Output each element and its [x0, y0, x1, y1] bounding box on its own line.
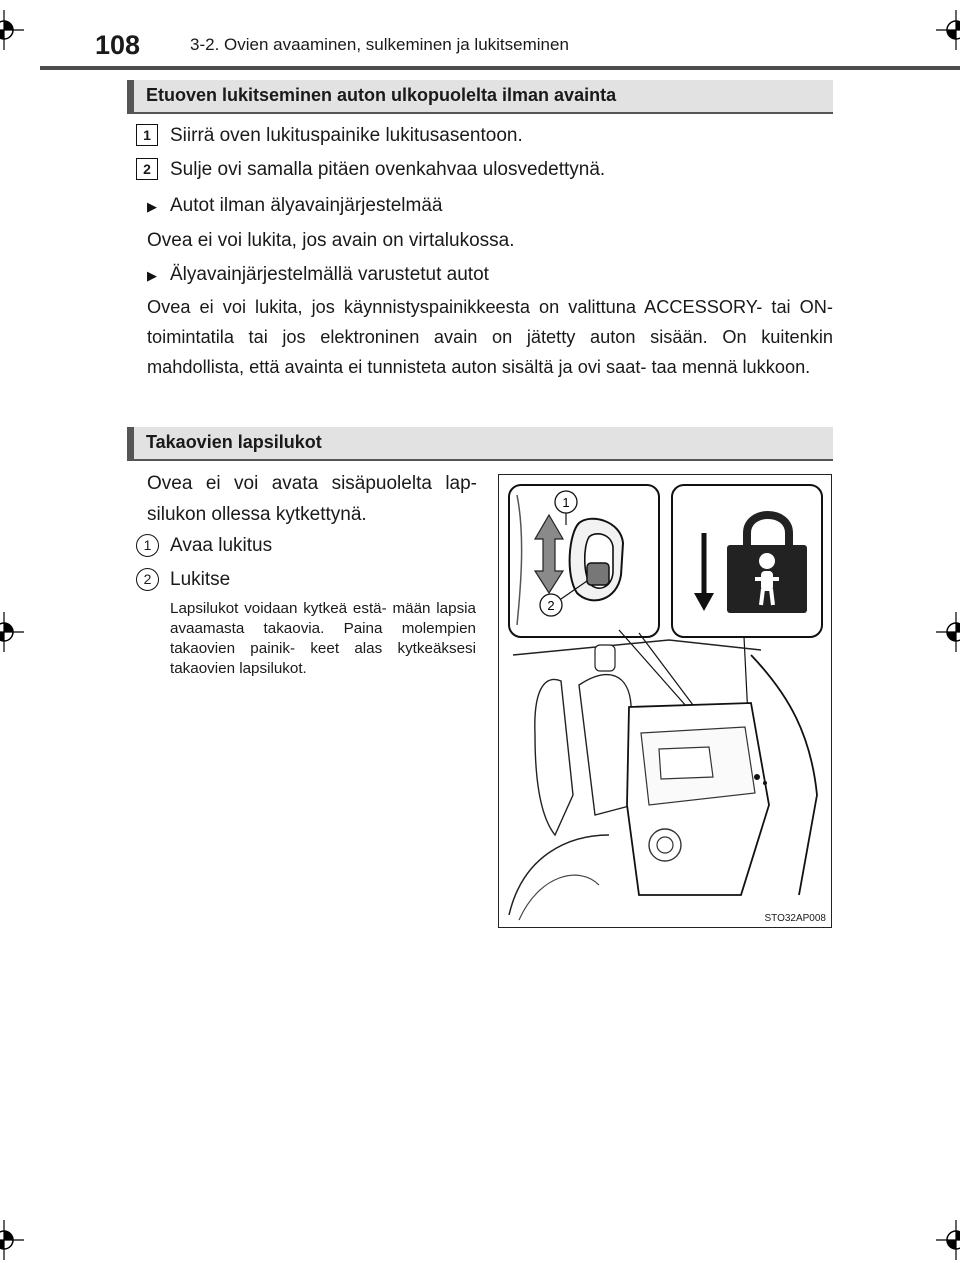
subheading: Älyavainjärjestelmällä varustetut autot [170, 264, 489, 285]
registration-mark-icon [0, 1220, 24, 1260]
item-number-circle: 2 [136, 568, 159, 591]
door-illustration [499, 475, 831, 927]
item-text: Lukitse [170, 569, 231, 590]
triangle-bullet-icon: ▶ [147, 199, 157, 214]
body-paragraph: Ovea ei voi lukita, jos käynnistyspainikkeesta on valittuna ACCESSORY- tai ON-toimintatila tai jos elektroninen avain on jätetty auton sisään. On kuitenkin mahdollista, että avainta ei tunnisteta auton sisältä ja ovi saat- taa mennä lukkoon. [147, 297, 833, 377]
triangle-bullet-icon: ▶ [147, 268, 157, 283]
child-lock-illustration [498, 474, 832, 928]
body-text: Ovea ei voi lukita, jos avain on virtalukossa. [147, 230, 515, 251]
registration-mark-icon [936, 612, 960, 652]
page-number: 108 [95, 30, 141, 60]
chapter-title: 3-2. Ovien avaaminen, sulkeminen ja lukitseminen [190, 35, 569, 54]
step-text: Sulje ovi samalla pitäen ovenkahvaa ulosvedettynä. [170, 159, 606, 180]
callout-1-label: 1 [562, 495, 570, 510]
section-heading: Etuoven lukitseminen auton ulkopuolelta ilman avainta [127, 80, 833, 114]
registration-mark-icon [0, 10, 24, 50]
section-heading: Takaovien lapsilukot [127, 427, 833, 461]
registration-mark-icon [936, 1220, 960, 1260]
intro-paragraph: Ovea ei voi avata sisäpuolelta lap- silukon ollessa kytkettynä. [147, 473, 477, 525]
header-rule [40, 66, 960, 70]
registration-mark-icon [0, 612, 24, 652]
subheading: Autot ilman älyavainjärjestelmää [170, 195, 443, 216]
registration-mark-icon [936, 10, 960, 50]
item-number-circle: 1 [136, 534, 159, 557]
step-text: Siirrä oven lukituspainike lukitusasentoon. [170, 125, 523, 146]
figure-code: STO32AP008 [764, 913, 826, 924]
callout-2-label: 2 [547, 598, 555, 613]
note-paragraph: Lapsilukot voidaan kytkeä estä- mään lapsia avaamasta takaovia. Paina molempien takaovien painik- keet alas kytkeäksesi takaovien lapsilukot. [170, 600, 476, 677]
step-number-badge: 1 [136, 124, 158, 146]
item-text: Avaa lukitus [170, 535, 273, 556]
step-number-badge: 2 [136, 158, 158, 180]
